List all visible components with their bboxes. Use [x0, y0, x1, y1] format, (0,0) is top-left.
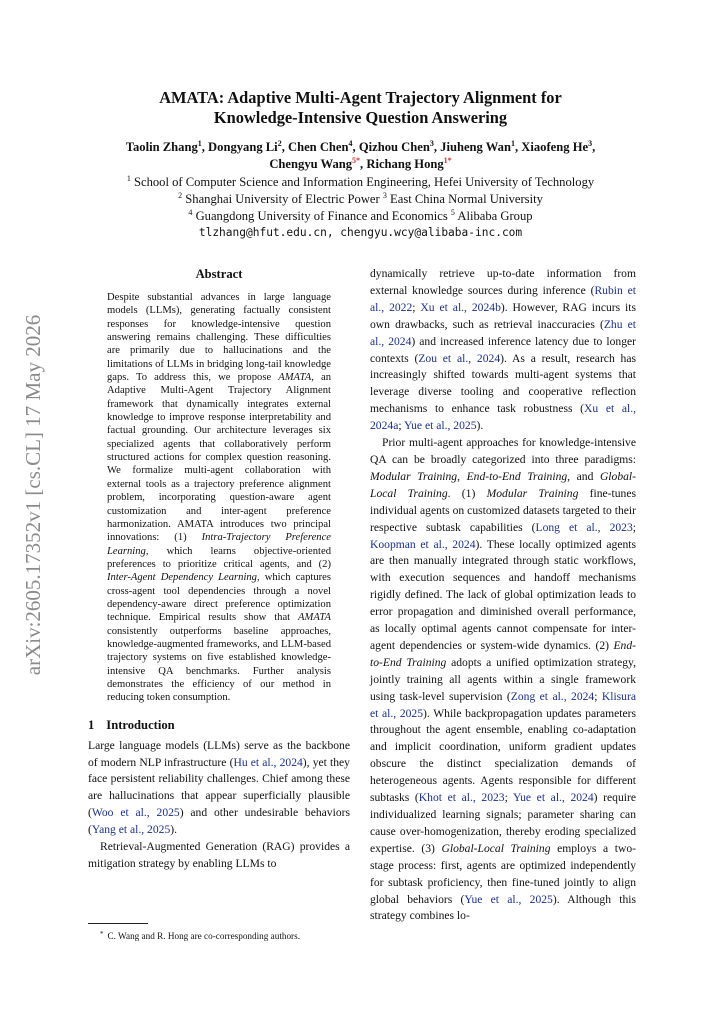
affiliation-2: $^2$ Shanghai University of Electric Power $^3$ East China Normal University [178, 191, 543, 206]
intro-paragraph-2-cont: dynamically retrieve up-to-date information from external knowledge sources during inference (Rubin et al., 2022; Xu et al., 2024b). However, RAG incurs its own drawbacks, such as retrieval inaccuracies (Zhu et al., 2024) and increased inference latency due to longer contexts (Zou et al., 2024). As a result, research has increasingly shifted towards multi-agent systems that leverage diverse tooling and cooperative reflection mechanisms to enhance task robustness (Xu et al., 2024a; Yue et al., 2025). [370, 267, 637, 433]
intro-paragraph-2: Retrieval-Augmented Generation (RAG) provides a mitigation strategy by enabling LLMs to [88, 840, 350, 870]
abstract-heading: Abstract [195, 267, 243, 281]
author-list: Taolin Zhang$^1$, Dongyang Li$^2$, Chen Chen$^4$, Qizhou Chen$^3$, Jiuheng Wan$^1$, Xiaofeng He$^3$, Chengyu Wang$^{5*}$, Richang Hong$^{1*}$ [125, 139, 596, 171]
abstract-text: Despite substantial advances in large language models (LLMs), generating factually consistent responses for knowledge-intensive question answering remains challenging. These difficulties are primarily due to hallucinations and the limitations of LLMs in bridging long-tail knowledge gaps. To address this, we propose AMATA, an Adaptive Multi-Agent Trajectory Alignment framework that dynamically integrates external knowledge to improve response interpretability and factual grounding. Our architecture leverages six specialized agents that collaboratively perform structured actions for complex question reasoning. We formalize multi-agent collaboration with external tools as a trajectory preference alignment problem, incorporating question-aware agent customization and inter-agent preference harmonization. AMATA introduces two principal innovations: (1) Intra-Trajectory Preference Learning, which learns objective-oriented preferences to prioritize critical agents, and (2) Inter-Agent Dependency Learning, which captures cross-agent tool dependencies through a novel dependency-aware direct preference optimization technique. Empirical results show that AMATA consistently outperforms baseline approaches, knowledge-augmented frameworks, and LLM-based trajectory systems on five established knowledge-intensive QA benchmarks. Further analysis demonstrates the efficiency of our method in reducing token consumption. [107, 292, 332, 704]
author: Chengyu Wang [269, 157, 353, 171]
footnote: * C. Wang and R. Hong are co-corresponding authors. [100, 930, 300, 941]
affiliation-3: $^4$ Guangdong University of Finance and Economics $^5$ Alibaba Group [188, 208, 533, 223]
author: Taolin Zhang [125, 140, 198, 154]
citation-link[interactable]: Long et al., 2023 [535, 520, 633, 534]
citation-link[interactable]: Zou et al., 2024 [418, 351, 501, 365]
citation-link[interactable]: Rubin et al., 2022 [370, 283, 636, 314]
paper-header [80, 88, 641, 241]
author: Jiuheng Wan [440, 140, 511, 154]
author: Chen Chen [287, 140, 349, 154]
citation-link[interactable]: Zhu et al., 2024 [370, 317, 636, 348]
citation-link[interactable]: Hu et al., 2024 [233, 755, 303, 769]
intro-paragraph-3: Prior multi-agent approaches for knowledge-intensive QA can be broadly categorized into three paradigms: Modular Training, End-to-End Training, and Global-Local Training. (1) Modular Training fine-tunes individual agents on customized datasets targeted to their respective subtask capabilities (Long et al., 2023; Koopman et al., 2024). These locally optimized agents are then manually integrated through static workflows, with execution sequences and handoff mechanisms rigidly defined. The lack of global optimization leads to error propagation and diminished overall performance, as locally optimal agents cannot compensate for inter-agent dependencies or system-wide dynamics. (2) End-to-End Training adopts a unified optimization strategy, jointly training all agents within a single framework using task-level supervision (Zong et al., 2024; Klisura et al., 2025). While backpropagation updates parameters throughout the agent ensemble, enabling co-adaptation and implicit coordination, uniform gradient updates obscure the distinct specialization demands of heterogeneous agents. Agents responsible for different subtasks (Khot et al., 2023; Yue et al., 2024) require individualized learning signals; parameter sharing can cause over-homogenization, thereby eroding specialized expertise. (3) Global-Local Training employs a two-stage process: first, agents are optimized independently for subtask proficiency, then fine-tuned jointly to align global behaviors (Yue et al., 2025). Although this strategy combines lo- [370, 436, 637, 923]
footnote-rule [88, 923, 148, 924]
affiliation-1: $^1$ School of Computer Science and Information Engineering, Hefei University of Technology [126, 174, 595, 189]
citation-link[interactable]: Yang et al., 2025 [91, 823, 171, 837]
left-column [88, 266, 350, 873]
citation-link[interactable]: Xu et al., 2024b [420, 300, 501, 314]
citation-link[interactable]: Xu et al., 2024a [370, 402, 636, 433]
author: Xiaofeng He [521, 140, 589, 154]
section-heading-introduction: 1 Introduction [88, 717, 175, 732]
citation-link[interactable]: Yue et al., 2025 [404, 419, 477, 433]
arxiv-id-text: arXiv:2605.17352v1 [cs.CL] 17 May 2026 [21, 314, 45, 676]
citation-link[interactable]: Woo et al., 2025 [91, 806, 180, 820]
intro-paragraph-1: Large language models (LLMs) serve as the backbone of modern NLP infrastructure (Hu et al., 2024), yet they face persistent reliability challenges. Chief among these are hallucinations that appear superficially plausible (Woo et al., 2025) and other undesirable behaviors (Yang et al., 2025). [88, 738, 350, 837]
paper-title: AMATA: Adaptive Multi-Agent Trajectory Alignment for Knowledge-Intensive Question Answering [159, 88, 562, 127]
citation-link[interactable]: Koopman et al., 2024 [370, 537, 476, 551]
author: Qizhou Chen [358, 140, 430, 154]
citation-link[interactable]: Yue et al., 2025 [464, 892, 553, 906]
author: Richang Hong [366, 157, 444, 171]
citation-link[interactable]: Yue et al., 2024 [513, 791, 594, 805]
arxiv-side-stamp [12, 290, 54, 700]
citation-link[interactable]: Klisura et al., 2025 [370, 689, 636, 720]
citation-link[interactable]: Khot et al., 2023 [418, 791, 505, 805]
right-column [370, 266, 636, 925]
author: Dongyang Li [208, 140, 278, 154]
author-emails: tlzhang@hfut.edu.cn, chengyu.wcy@alibaba-inc.com [198, 226, 523, 239]
citation-link[interactable]: Zong et al., 2024 [510, 689, 595, 703]
